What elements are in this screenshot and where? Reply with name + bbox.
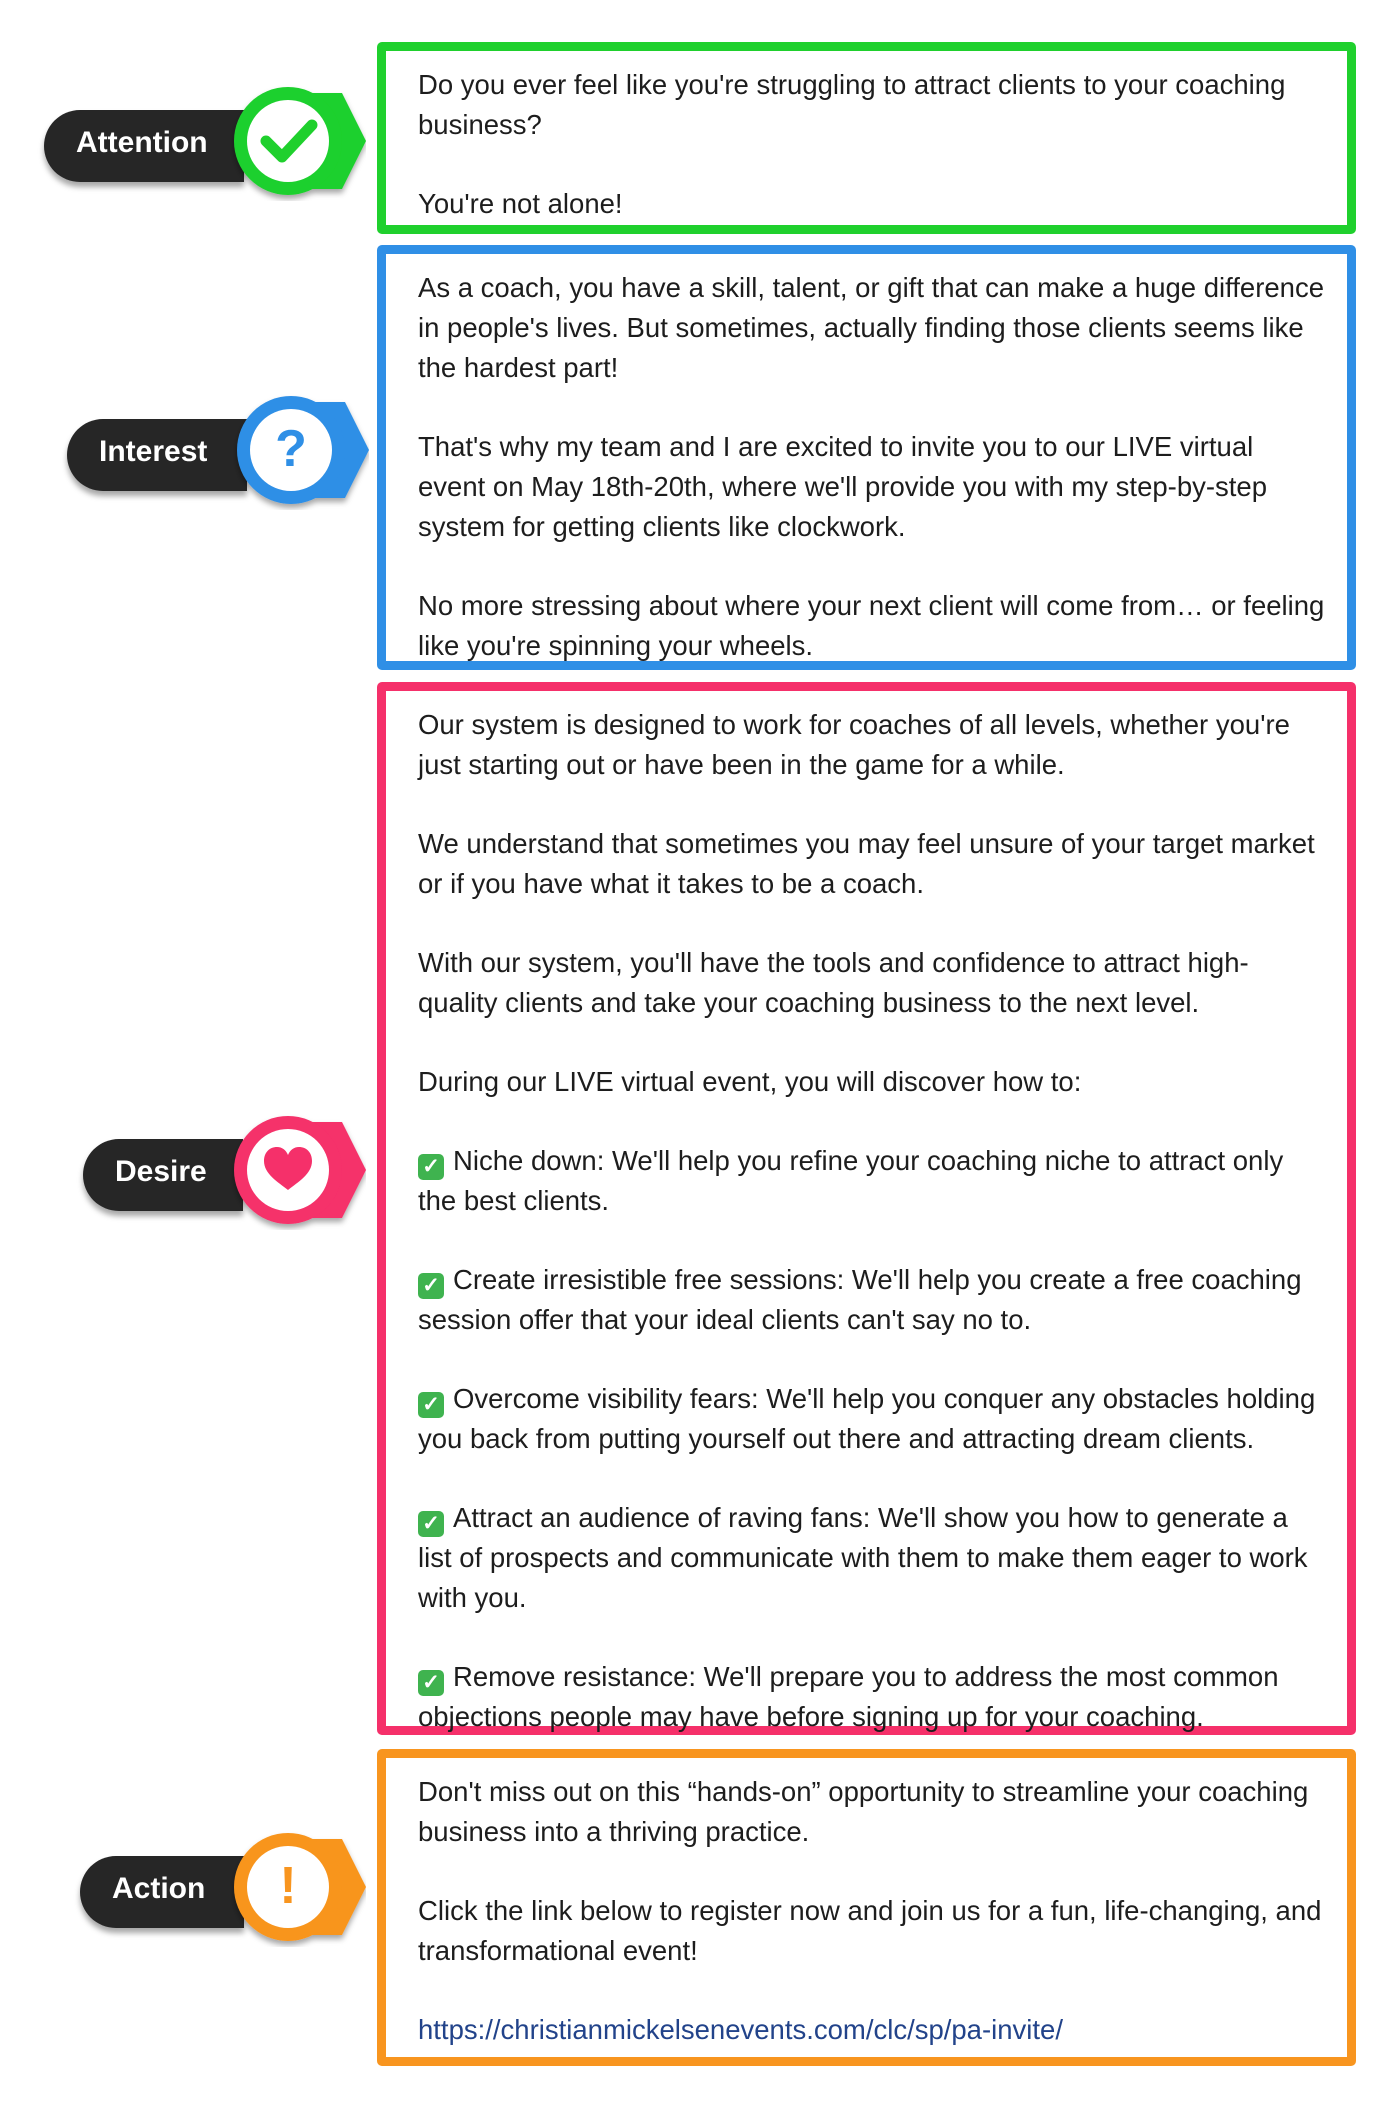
desire-bullet-text: Attract an audience of raving fans: We'll show you how to generate a list of prospects and communicate with them to make them eager to work with you. [418,1502,1308,1613]
green-check-icon: ✓ [418,1273,444,1299]
desire-text-1: Our system is designed to work for coaches of all levels, whether you're just starting out or have been in the game for a while. [418,709,1290,780]
interest-text-2: That's why my team and I are excited to invite you to our LIVE virtual event on May 18th-20th, where we'll provide you with my step-by-step system for getting clients like clockwork. [418,431,1267,542]
green-check-icon: ✓ [418,1670,444,1696]
interest-box [377,245,1356,670]
interest-tag [223,390,369,510]
desire-text-4: During our LIVE virtual event, you will discover how to: [418,1066,1082,1097]
desire-bullet-text: Niche down: We'll help you refine your coaching niche to attract only the best clients. [418,1145,1284,1216]
action-box [377,1749,1356,2066]
attention-text-2: You're not alone! [418,188,623,219]
register-link[interactable]: https://christianmickelsenevents.com/clc/sp/pa-invite/ [418,2014,1063,2045]
attention-box [377,42,1356,234]
desire-bullet-text: Overcome visibility fears: We'll help you conquer any obstacles holding you back from putting yourself out there and attracting dream clients. [418,1383,1316,1454]
interest-label: Interest [67,419,247,491]
interest-text-3: No more stressing about where your next client will come from… or feeling like you're spinning your wheels. [418,590,1325,661]
desire-label: Desire [83,1139,243,1211]
attention-label: Attention [44,110,244,182]
desire-bullet [418,1141,1325,1221]
checkmark-icon [220,81,366,201]
green-check-icon: ✓ [418,1511,444,1537]
action-label: Action [80,1856,244,1928]
desire-bullet [418,1260,1325,1340]
attention-text-1: Do you ever feel like you're struggling to attract clients to your coaching business? [418,69,1286,140]
question-mark-icon: ? [275,420,307,478]
exclamation-icon: ! [279,1857,297,1915]
desire-text-2: We understand that sometimes you may feel unsure of your target market or if you have what it takes to be a coach. [418,828,1315,899]
desire-tag [220,1110,366,1230]
action-text-1: Don't miss out on this “hands-on” opportunity to streamline your coaching business into a thriving practice. [418,1776,1309,1847]
action-tag [220,1827,366,1947]
interest-text-1: As a coach, you have a skill, talent, or gift that can make a huge difference in people's lives. But sometimes, actually finding those clients seems like the hardest part! [418,272,1324,383]
attention-tag [220,81,366,201]
desire-text-3: With our system, you'll have the tools and confidence to attract high-quality clients and take your coaching business to the next level. [418,947,1249,1018]
action-text-2: Click the link below to register now and join us for a fun, life-changing, and transformational event! [418,1895,1322,1966]
action-link-para [418,2010,1325,2050]
green-check-icon: ✓ [418,1392,444,1418]
desire-bullet [418,1657,1325,1737]
heart-icon [220,1110,366,1230]
desire-box [377,682,1356,1735]
desire-bullet-text: Remove resistance: We'll prepare you to address the most common objections people may have before signing up for your coaching. [418,1661,1279,1732]
desire-bullet [418,1498,1325,1618]
desire-bullet [418,1379,1325,1459]
green-check-icon: ✓ [418,1154,444,1180]
desire-bullet-text: Create irresistible free sessions: We'll help you create a free coaching session offer that your ideal clients can't say no to. [418,1264,1302,1335]
